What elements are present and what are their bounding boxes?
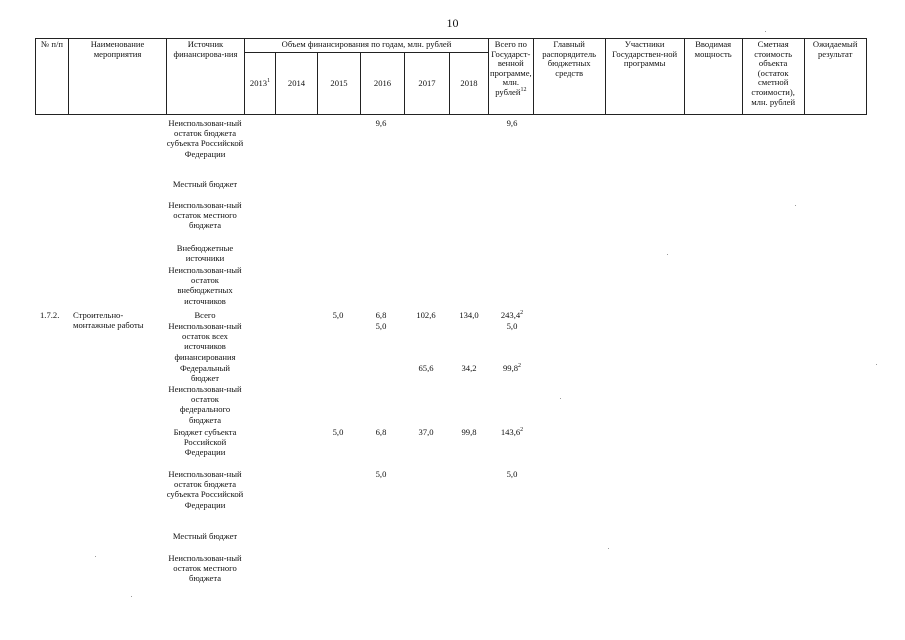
value-2016: 6,8 [375, 427, 387, 437]
header-num: № п/п [36, 39, 69, 115]
value-total: 243,4$^2$ [500, 310, 524, 320]
source-cell: Неиспользован-ный остаток местного бюджета [168, 200, 242, 231]
page-number: 10 [446, 16, 459, 30]
value-2015: 5,0 [332, 310, 344, 320]
value-2018: 34,2 [461, 363, 477, 373]
scan-speck [765, 31, 766, 32]
header-participants: Участники Государствен-ной программы [605, 39, 684, 115]
header-volume: Объем финансирования по годам, млн. рублей [245, 39, 489, 53]
header-year-2015: 2015 [318, 53, 361, 115]
value-2016: 5,0 [375, 469, 387, 479]
source-cell: Неиспользован-ный остаток федерального бюджета [168, 384, 242, 425]
value-2018: 99,8 [461, 427, 477, 437]
header-year-2017: 2017 [405, 53, 450, 115]
header-name: Наименование мероприятия [69, 39, 167, 115]
header-year-2014: 2014 [276, 53, 318, 115]
header-year-2016: 2016 [361, 53, 405, 115]
header-source: Источник финансирова-ния [167, 39, 245, 115]
source-cell: Всего [194, 310, 216, 320]
value-2017: 102,6 [416, 310, 436, 320]
source-cell: Неиспользован-ный остаток всех источников финансирования [168, 321, 242, 362]
source-cell: Местный бюджет [172, 179, 238, 189]
scan-speck [95, 556, 96, 557]
value-2016: 6,8 [375, 310, 387, 320]
source-cell: Федеральный бюджет [179, 363, 231, 384]
value-2018: 134,0 [459, 310, 479, 320]
value-total: 9,6 [506, 118, 518, 128]
value-2017: 65,6 [418, 363, 434, 373]
value-2015: 5,0 [332, 427, 344, 437]
scan-speck [131, 596, 132, 597]
scan-speck [560, 398, 561, 399]
source-cell: Бюджет субъекта Российской Федерации [173, 427, 237, 458]
source-cell: Неиспользован-ный остаток местного бюджета [168, 553, 242, 584]
header-year-2018: 2018 [450, 53, 489, 115]
value-total: 5,0 [506, 321, 518, 331]
scan-speck [667, 254, 668, 255]
header-year-2013: 2013$^1$ [245, 53, 276, 115]
source-cell: Неиспользован-ный остаток бюджета субъекта Российской Федерации [166, 118, 244, 159]
header-main-manager: Главный распорядитель бюджетных средств [533, 39, 605, 115]
item-number: 1.7.2. [40, 310, 60, 320]
value-total: 143,6$^2$ [500, 427, 524, 437]
value-2016: 9,6 [375, 118, 387, 128]
scan-speck [876, 364, 877, 365]
source-cell: Местный бюджет [172, 531, 238, 541]
value-total: 99,8$^2$ [502, 363, 522, 373]
value-2016: 5,0 [375, 321, 387, 331]
item-name: Строительно-монтажные работы [73, 310, 144, 331]
header-total: Всего по Государст-венной программе, млн. рублей$^{12}$ [489, 39, 534, 115]
table-header [35, 38, 867, 115]
value-2017: 37,0 [418, 427, 434, 437]
header-estimated-cost: Сметная стоимость объекта (остаток сметной стоимости), млн. рублей [742, 39, 804, 115]
value-total: 5,0 [506, 469, 518, 479]
header-capacity: Вводимая мощность [684, 39, 742, 115]
scan-speck [608, 548, 609, 549]
source-cell: Внебюджетные источники [176, 243, 234, 264]
source-cell: Неиспользован-ный остаток внебюджетных источников [168, 265, 242, 306]
header-expected-result: Ожидаемый результат [804, 39, 866, 115]
scan-speck [795, 205, 796, 206]
source-cell: Неиспользован-ный остаток бюджета субъекта Российской Федерации [166, 469, 244, 510]
